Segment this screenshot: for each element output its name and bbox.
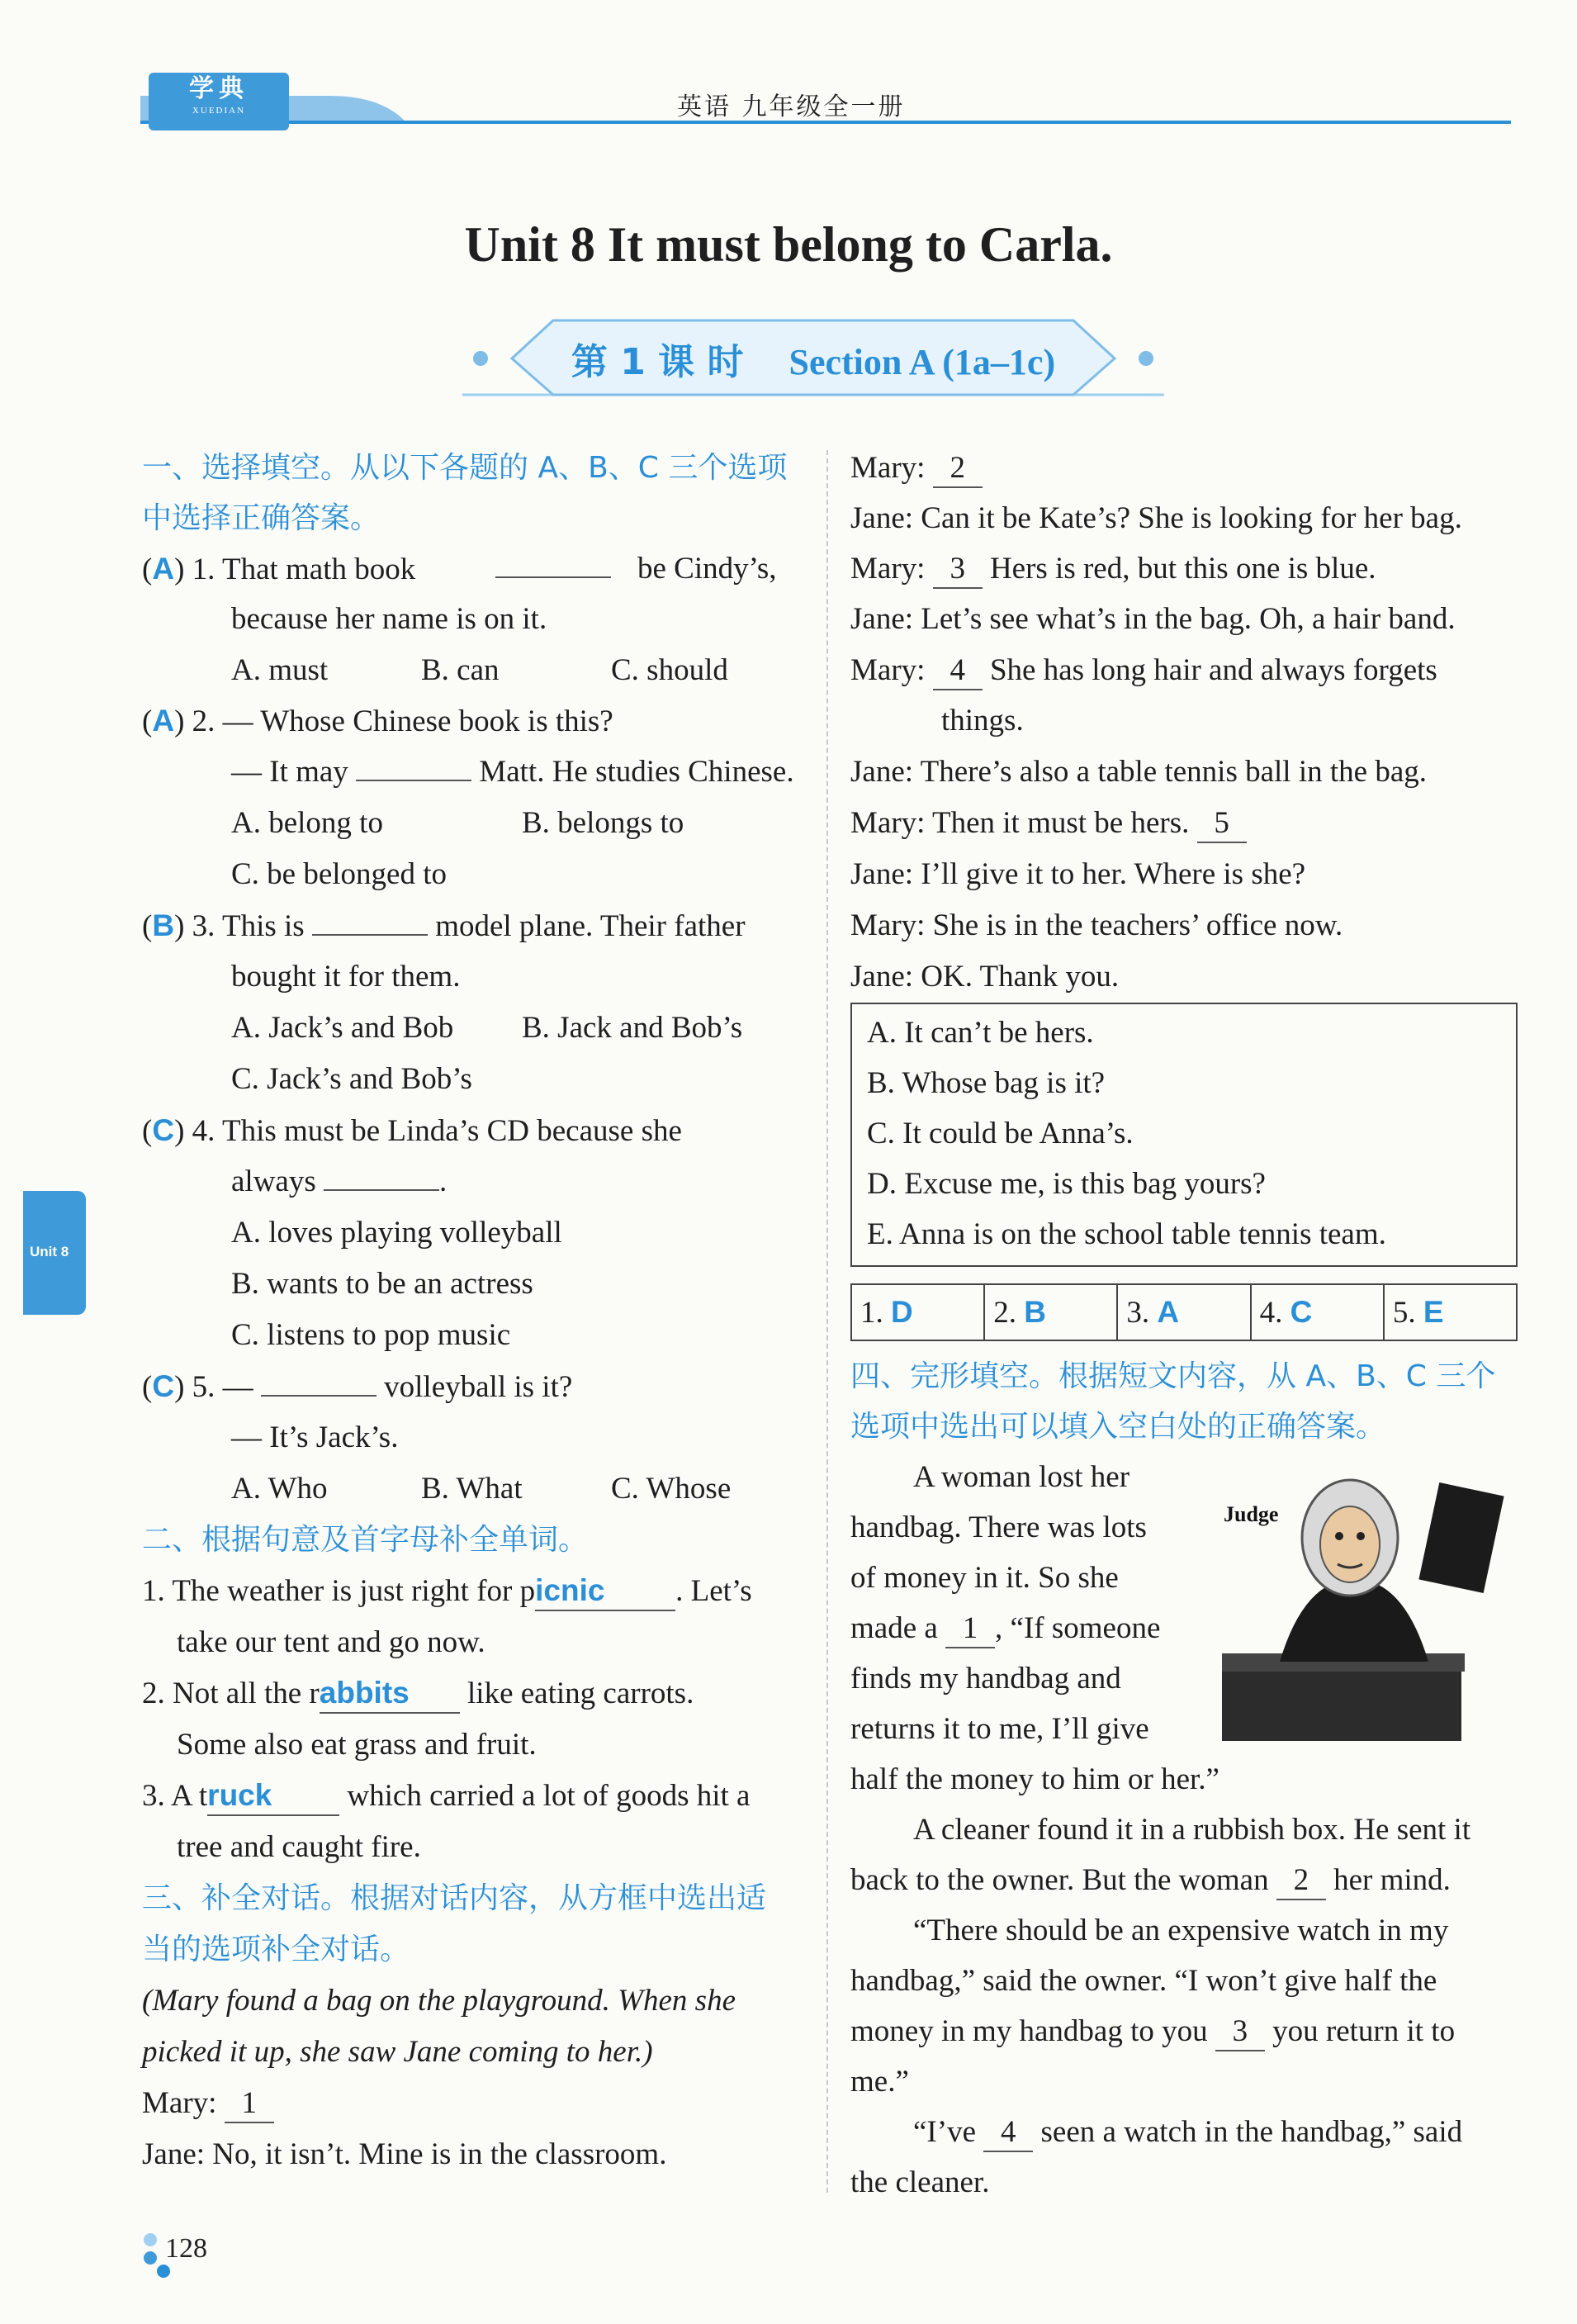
answer-cell: 2. B: [985, 1285, 1118, 1340]
question-3-cont: bought it for them.: [231, 960, 461, 994]
dialogue-line: Mary: She is in the teachers’ office now.: [850, 908, 1343, 942]
dialogue-line: Jane: Let’s see what’s in the bag. Oh, a hair band.: [850, 602, 1456, 636]
option-a: A. Who: [231, 1472, 328, 1506]
answer-cell: 5. E: [1392, 1295, 1444, 1330]
option-c: C. Whose: [611, 1472, 732, 1506]
answer-cell: 1. D: [852, 1285, 985, 1340]
unit-title: Unit 8 It must belong to Carla.: [464, 217, 1113, 272]
passage-line: “There should be an expensive watch in my: [913, 1914, 1449, 1947]
dialogue-line: Mary: 3 Hers is red, but this one is blue.: [850, 543, 1376, 594]
question-5-cont: — It’s Jack’s.: [231, 1420, 399, 1454]
answer-table: [850, 1283, 1518, 1341]
lesson-heading: [462, 332, 1164, 385]
option-b: B. Jack and Bob’s: [522, 1011, 743, 1045]
dialogue-line: Mary: 1: [142, 2078, 274, 2128]
option-a: A. loves playing volleyball: [231, 1216, 562, 1250]
part2-heading: 二、根据句意及首字母补全单词。: [142, 1523, 589, 1557]
answer-cell: 4. C: [1252, 1285, 1385, 1340]
passage-line: finds my handbag and: [850, 1662, 1121, 1696]
word-1-cont: take our tent and go now.: [177, 1625, 485, 1659]
option-a: A. Jack’s and Bob: [231, 1011, 454, 1045]
option-a: A. must: [231, 653, 329, 687]
word-2: 2. Not all the rabbits like eating carrots.: [142, 1668, 694, 1719]
word-2-answer: abbits: [319, 1676, 410, 1710]
word-3-cont: tree and caught fire.: [177, 1830, 421, 1864]
passage-line: handbag,” said the owner. “I won’t give half the: [850, 1964, 1437, 1998]
passage-line: returns it to me, I’ll give: [850, 1712, 1149, 1746]
question-2: (A) 2. — Whose Chinese book is this?: [142, 704, 613, 738]
dialogue-line: Jane: Can it be Kate’s? She is looking for her bag.: [850, 501, 1462, 535]
dialogue-line: Jane: OK. Thank you.: [850, 960, 1120, 994]
dialogue-line: Mary: 4 She has long hair and always forgets: [850, 645, 1437, 695]
option-b: B. What: [421, 1472, 523, 1506]
answer-1: A: [152, 552, 175, 586]
question-1: (A) 1. That math book: [142, 552, 416, 586]
passage-line: half the money to him or her.”: [850, 1762, 1219, 1796]
part1-heading-cont: 中选择正确答案。: [142, 501, 381, 535]
answer-cell: 3. A: [1118, 1285, 1251, 1340]
option-item: E. Anna is on the school table tennis team.: [867, 1217, 1386, 1251]
word-3-answer: ruck: [207, 1778, 272, 1812]
answer-2: A: [152, 704, 175, 738]
part4-heading: 四、完形填空。根据短文内容，从 A、B、C 三个: [850, 1359, 1496, 1393]
dialogue-line: Jane: No, it isn’t. Mine is in the classroom.: [142, 2137, 667, 2171]
passage-line: made a 1 , “If someone: [850, 1603, 1160, 1653]
options-box: [850, 1003, 1518, 1267]
answer-3: B: [152, 908, 175, 942]
passage-line: A cleaner found it in a rubbish box. He sent it: [913, 1813, 1471, 1847]
page-number: 128: [165, 2233, 207, 2264]
part1-heading: 一、选择填空。从以下各题的 A、B、C 三个选项: [142, 451, 788, 485]
option-a: A. belong to: [231, 806, 383, 840]
option-b: B. wants to be an actress: [231, 1267, 533, 1301]
column-divider: [826, 450, 828, 2193]
dialogue-intro: (Mary found a bag on the playground. When she: [142, 1984, 736, 2018]
dialogue-line: Mary: Then it must be hers. 5: [850, 798, 1247, 848]
option-b: B. belongs to: [522, 806, 684, 840]
option-b: B. can: [421, 653, 500, 687]
option-item: D. Excuse me, is this bag yours?: [867, 1167, 1266, 1201]
dialogue-line: Jane: There’s also a table tennis ball in the bag.: [850, 755, 1427, 789]
option-c: C. listens to pop music: [231, 1318, 511, 1352]
option-c: C. should: [611, 653, 728, 687]
image-label: Judge: [1224, 1502, 1279, 1526]
publisher-logo: 学典 XUEDIAN: [149, 73, 289, 130]
question-1-tail: be Cindy’s,: [637, 552, 777, 586]
question-1-cont: because her name is on it.: [231, 602, 547, 636]
question-5: (C) 5. — volleyball is it?: [142, 1369, 573, 1404]
question-4-cont: always .: [231, 1164, 448, 1198]
part3-heading-cont: 当的选项补全对话。: [142, 1933, 410, 1966]
part4-heading-cont: 选项中选出可以填入空白处的正确答案。: [850, 1410, 1386, 1444]
dialogue-line-cont: things.: [941, 704, 1024, 738]
option-item: B. Whose bag is it?: [867, 1066, 1106, 1100]
option-item: C. It could be Anna’s.: [867, 1117, 1134, 1150]
passage-line: me.”: [850, 2065, 909, 2099]
option-c: C. Jack’s and Bob’s: [231, 1062, 472, 1096]
lesson-label: 第 1 课 时: [571, 341, 744, 383]
passage-line: A woman lost her: [913, 1460, 1130, 1494]
dialogue-intro-cont: picked it up, she saw Jane coming to her.): [142, 2035, 653, 2069]
dialogue-line: Mary: 2: [850, 443, 983, 493]
answer-5: C: [152, 1369, 175, 1403]
word-1: 1. The weather is just right for picnic . Let’s: [142, 1566, 752, 1616]
question-1-blank: [495, 543, 611, 594]
passage-line: back to the owner. But the woman 2 her mind.: [850, 1855, 1451, 1905]
option-item: A. It can’t be hers.: [867, 1016, 1094, 1050]
word-2-cont: Some also eat grass and fruit.: [177, 1728, 537, 1762]
unit-side-tab: Unit 8: [23, 1191, 86, 1315]
word-1-answer: icnic: [535, 1573, 605, 1607]
answer-4: C: [152, 1113, 175, 1147]
option-c: C. be belonged to: [231, 857, 448, 891]
passage-line: handbag. There was lots: [850, 1511, 1147, 1544]
passage-line: the cleaner.: [850, 2165, 990, 2199]
lesson-section: Section A (1a–1c): [788, 342, 1056, 382]
word-3: 3. A truck which carried a lot of goods hit a: [142, 1771, 750, 1821]
question-4: (C) 4. This must be Linda’s CD because she: [142, 1113, 682, 1148]
question-3: (B) 3. This is model plane. Their father: [142, 908, 746, 943]
judge-illustration: [1222, 1455, 1511, 1741]
passage-line: money in my handbag to you 3 you return it to: [850, 2006, 1455, 2056]
passage-line: of money in it. So she: [850, 1561, 1119, 1595]
question-2-cont: — It may Matt. He studies Chinese.: [231, 755, 794, 789]
book-title: 英语 九年级全一册: [677, 92, 906, 121]
part3-heading: 三、补全对话。根据对话内容，从方框中选出适: [142, 1881, 767, 1915]
dialogue-line: Jane: I’ll give it to her. Where is she?: [850, 857, 1306, 891]
passage-line: “I’ve 4 seen a watch in the handbag,” said: [913, 2107, 1462, 2157]
